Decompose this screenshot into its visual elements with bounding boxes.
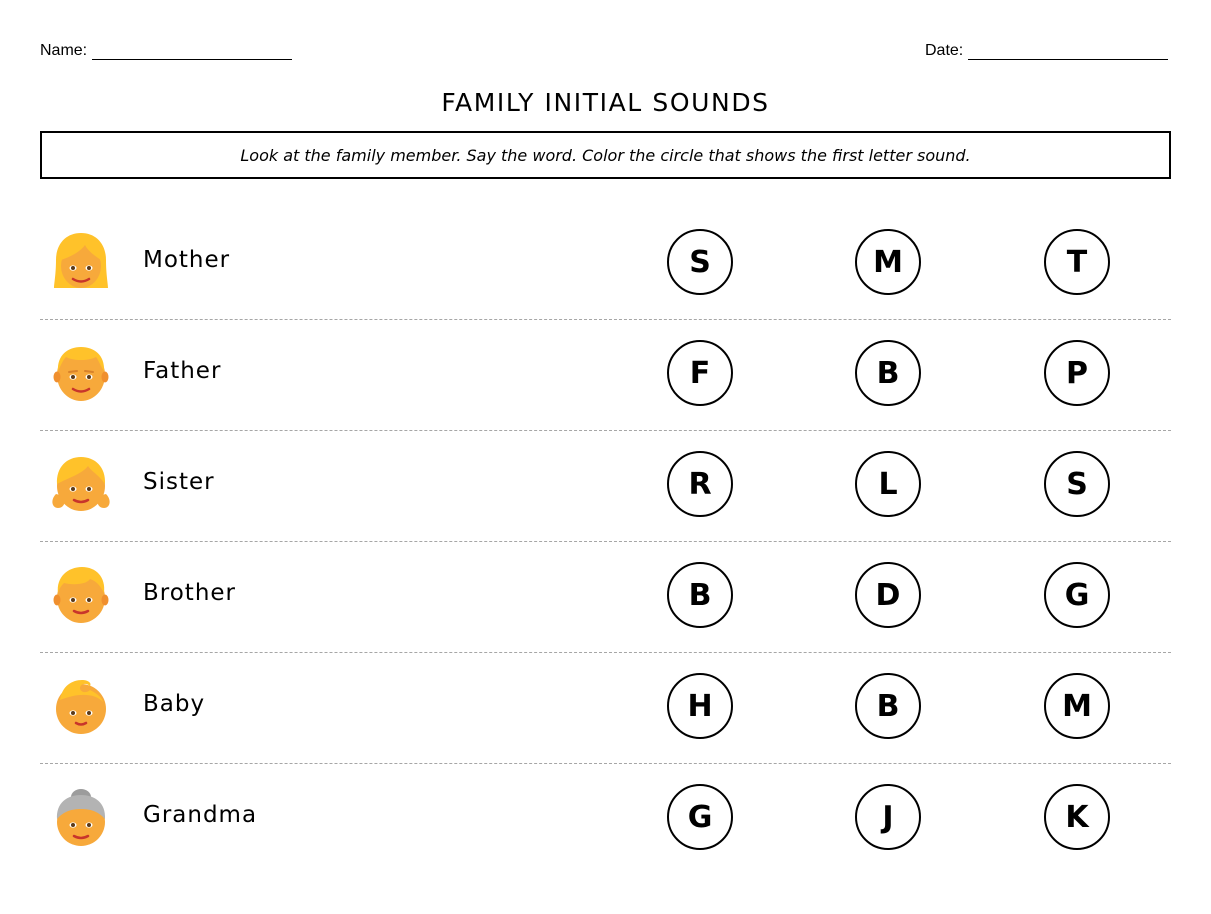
choice-circle[interactable]: J	[855, 784, 921, 850]
choice-circle[interactable]: K	[1044, 784, 1110, 850]
date-label: Date:	[925, 42, 964, 59]
word-label: Brother	[143, 580, 237, 606]
woman-face-icon	[50, 230, 112, 292]
choice-circle[interactable]: D	[855, 562, 921, 628]
word-label: Father	[143, 358, 222, 384]
row-mother	[40, 209, 1171, 320]
choice-circle[interactable]: L	[855, 451, 921, 517]
choice-circle[interactable]: F	[667, 340, 733, 406]
choice-circle[interactable]: M	[855, 229, 921, 295]
word-label: Mother	[143, 247, 231, 273]
boy-face-icon	[50, 563, 112, 625]
instructions-box	[40, 131, 1171, 179]
choice-circle[interactable]: S	[1044, 451, 1110, 517]
choice-circle[interactable]: M	[1044, 673, 1110, 739]
old-woman-face-icon	[50, 785, 112, 847]
name-blank-line[interactable]	[92, 44, 292, 60]
date-field	[925, 42, 1168, 60]
choice-circle[interactable]: R	[667, 451, 733, 517]
worksheet-title: FAMILY INITIAL SOUNDS	[441, 88, 770, 117]
instructions-text: Look at the family member. Say the word. Color the circle that shows the first letter sound.	[240, 145, 971, 165]
baby-face-icon	[50, 674, 112, 736]
row-father	[40, 320, 1171, 431]
choice-circle[interactable]: B	[855, 340, 921, 406]
choice-circle[interactable]: G	[667, 784, 733, 850]
choice-circle[interactable]: G	[1044, 562, 1110, 628]
row-baby	[40, 653, 1171, 764]
row-sister	[40, 431, 1171, 542]
choice-circle[interactable]: S	[667, 229, 733, 295]
date-blank-line[interactable]	[968, 44, 1168, 60]
name-label: Name:	[40, 42, 88, 59]
choice-circle[interactable]: B	[667, 562, 733, 628]
choice-circle[interactable]: T	[1044, 229, 1110, 295]
row-brother	[40, 542, 1171, 653]
word-label: Grandma	[143, 802, 258, 828]
word-label: Sister	[143, 469, 215, 495]
choice-circle[interactable]: B	[855, 673, 921, 739]
word-label: Baby	[143, 691, 206, 717]
man-face-icon	[50, 341, 112, 403]
choice-circle[interactable]: P	[1044, 340, 1110, 406]
choice-circle[interactable]: H	[667, 673, 733, 739]
row-grandma	[40, 764, 1171, 875]
name-field	[40, 42, 292, 60]
girl-face-icon	[50, 452, 112, 514]
